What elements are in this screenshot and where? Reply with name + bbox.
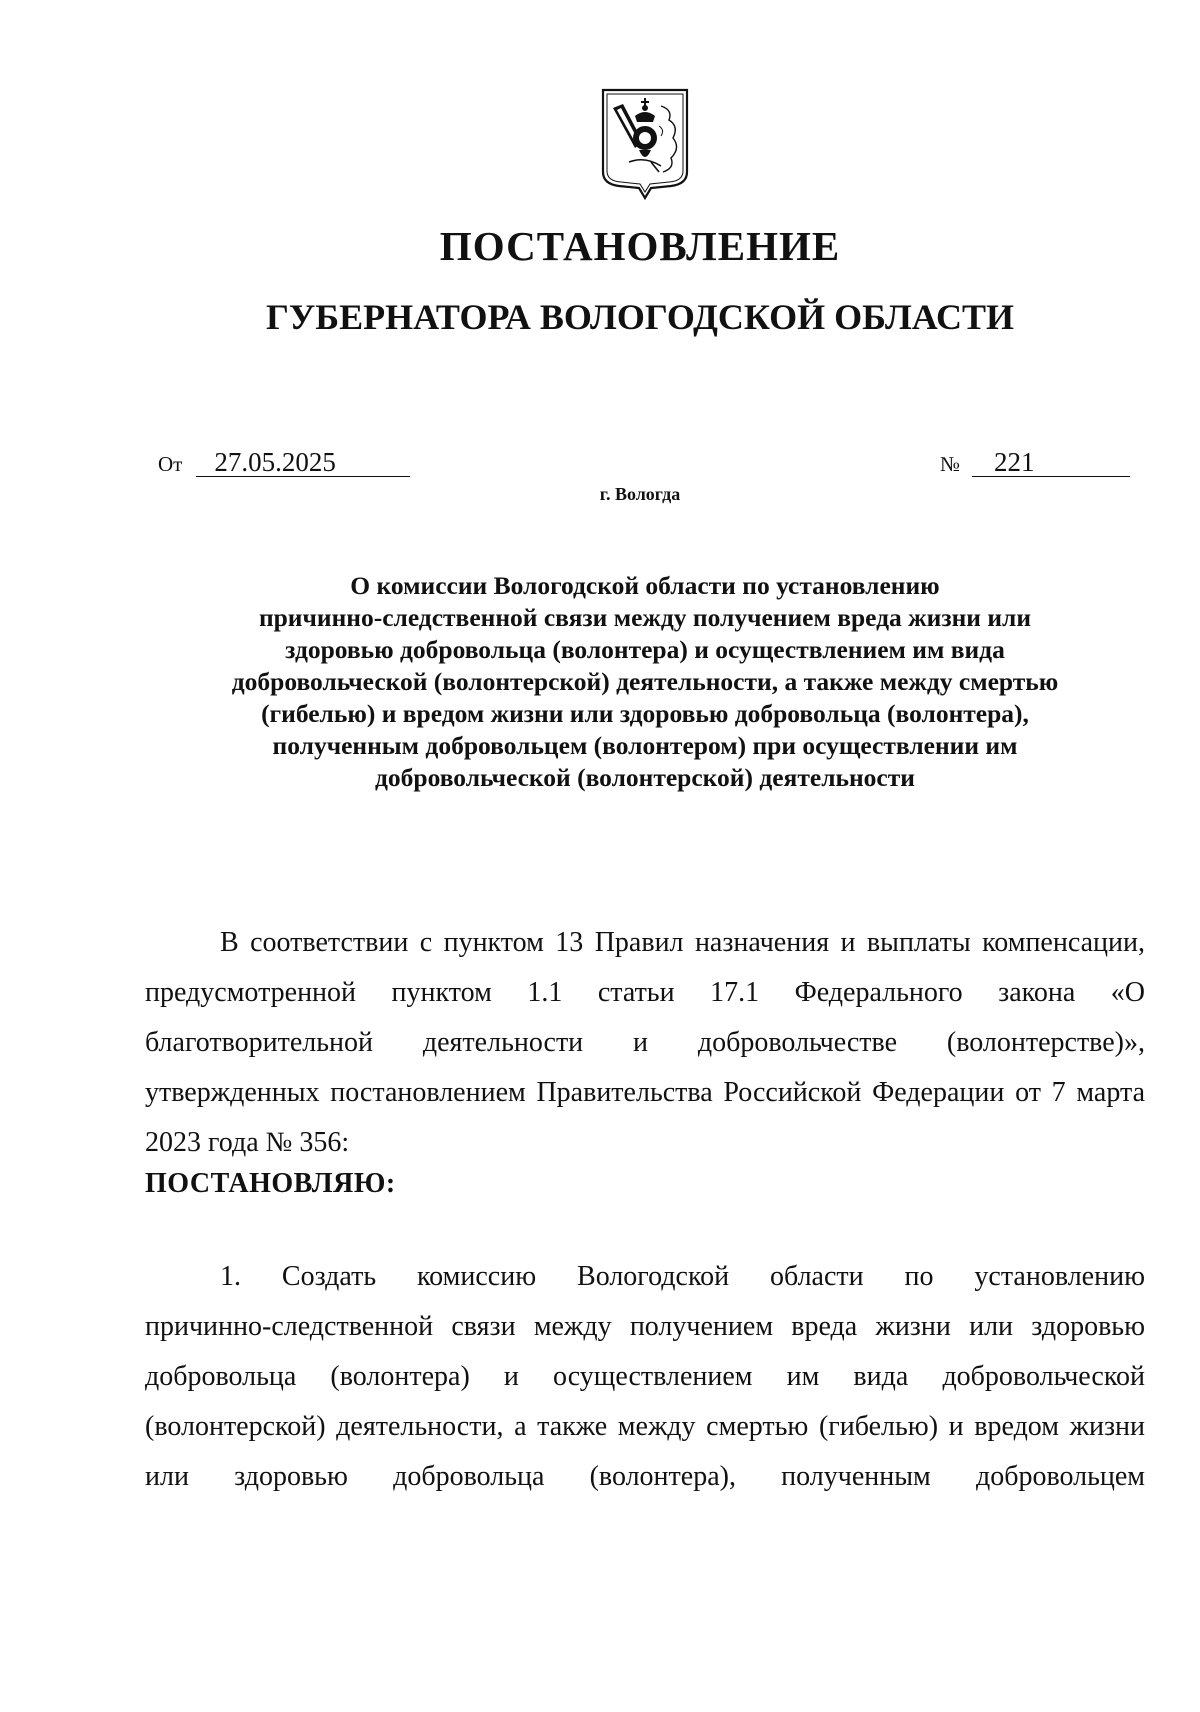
heading-line: причинно-следственной связи между получением вреда жизни или	[258, 603, 1032, 632]
decree-word: ПОСТАНОВЛЯЮ:	[145, 1168, 396, 1199]
heading-line: (гибелью) и вредом жизни или здоровью добровольца (волонтера),	[261, 699, 1029, 728]
number-line	[940, 448, 1130, 477]
paragraph-line: (волонтерской) деятельности, а также между смертью (гибелью) и вредом жизни	[145, 1411, 1145, 1442]
document-title: ПОСТАНОВЛЕНИЕ	[439, 223, 841, 269]
document-number: 221	[972, 448, 1130, 477]
heading-line: добровольческой (волонтерской) деятельности, а также между смертью	[231, 667, 1059, 696]
date-prefix: От	[158, 452, 183, 476]
heading-line: полученным добровольцем (волонтером) при осуществлении им	[272, 731, 1018, 760]
document-date: 27.05.2025	[196, 448, 410, 477]
paragraph-line: 1. Создать комиссию Вологодской области по установлению	[220, 1261, 1145, 1292]
number-prefix: №	[940, 452, 961, 476]
paragraph-line: В соответствии с пунктом 13 Правил назначения и выплаты компенсации,	[220, 927, 1145, 958]
paragraph-line: 2023 года № 356:	[145, 1127, 350, 1158]
paragraph-line: причинно-следственной связи между получением вреда жизни или здоровью	[145, 1311, 1145, 1342]
coat-of-arms-emblem	[599, 86, 691, 200]
paragraph-line: предусмотренной пунктом 1.1 статьи 17.1 Федерального закона «О	[145, 977, 1145, 1008]
date-line	[158, 448, 410, 477]
document-subtitle: ГУБЕРНАТОРА ВОЛОГОДСКОЙ ОБЛАСТИ	[265, 297, 1015, 337]
city-label: г. Вологда	[599, 484, 681, 504]
document-heading	[145, 570, 1145, 794]
paragraph-line: утвержденных постановлением Правительства Российской Федерации от 7 марта	[145, 1077, 1145, 1108]
paragraph-line: или здоровью добровольца (волонтера), полученным добровольцем	[145, 1461, 1145, 1492]
heading-line: здоровью добровольца (волонтера) и осуществлением им вида	[285, 635, 1005, 664]
paragraph-line: благотворительной деятельности и добровольчестве (волонтерстве)»,	[145, 1027, 1145, 1058]
item-1-paragraph	[145, 1252, 1145, 1502]
heading-line: О комиссии Вологодской области по установлению	[350, 571, 940, 600]
intro-paragraph	[145, 918, 1145, 1168]
heading-line: добровольческой (волонтерской) деятельности	[375, 763, 915, 792]
paragraph-line: добровольца (волонтера) и осуществлением им вида добровольческой	[145, 1361, 1145, 1392]
